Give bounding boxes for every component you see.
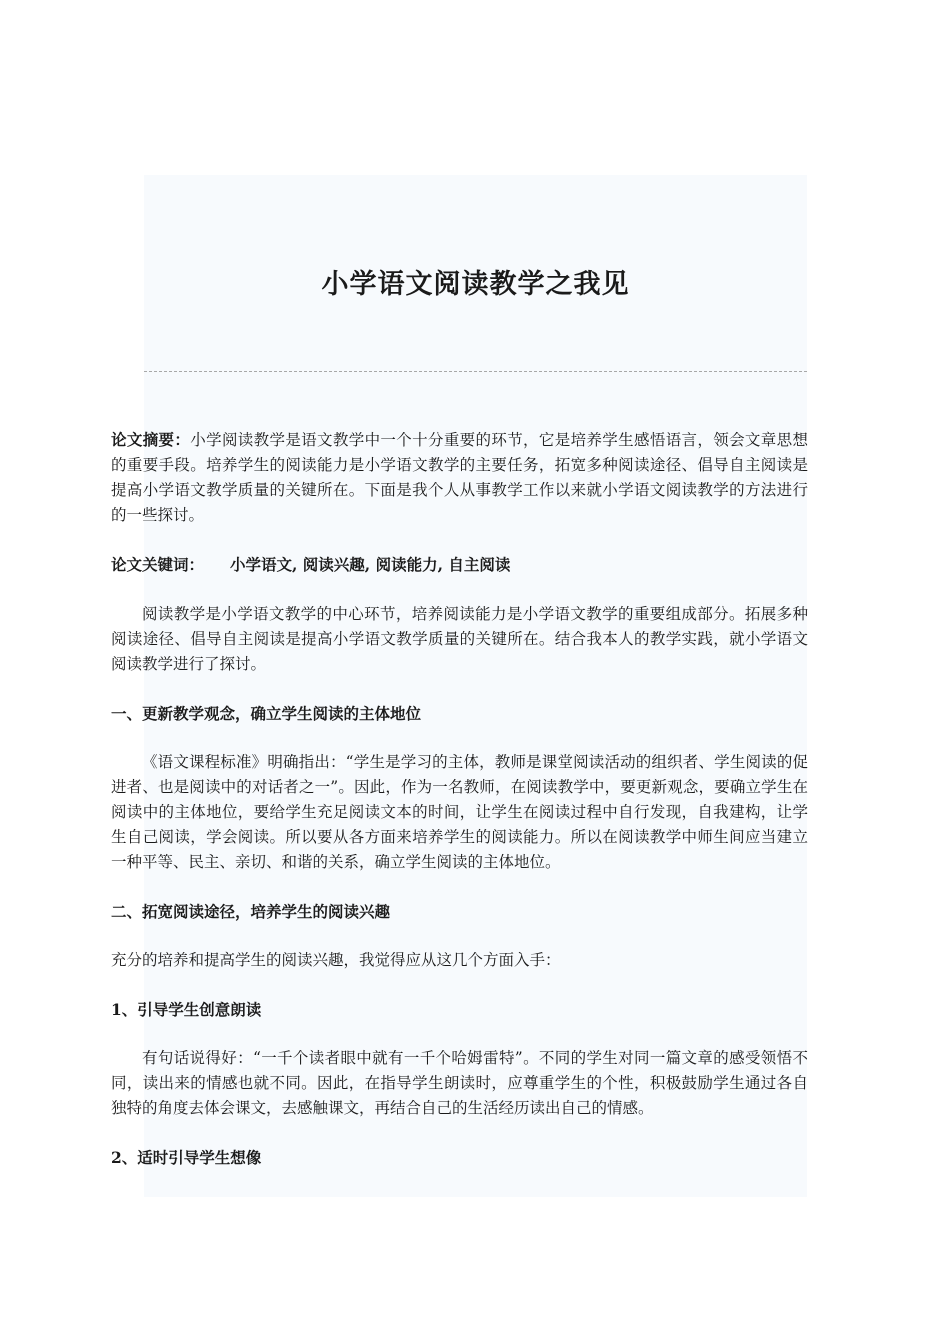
keywords-paragraph bbox=[111, 552, 808, 578]
abstract-text: 小学阅读教学是语文教学中一个十分重要的环节，它是培养学生感悟语言，领会文章思想的重要手段。培养学生的阅读能力是小学语文教学的主要任务，拓宽多种阅读途径、倡导自主阅读是提高小学语文教学质量的关键所在。下面是我个人从事教学工作以来就小学语文阅读教学的方法进行的一些探讨。 bbox=[111, 431, 808, 524]
section2-heading: 二、拓宽阅读途径，培养学生的阅读兴趣 bbox=[111, 902, 391, 921]
abstract-paragraph bbox=[111, 427, 808, 528]
subsection1-heading: 1、引导学生创意朗读 bbox=[111, 1000, 262, 1019]
abstract-label: 论文摘要： bbox=[111, 430, 191, 449]
keywords-values: 小学语文, 阅读兴趣, 阅读能力, 自主阅读 bbox=[230, 555, 511, 574]
section2-paragraph: 充分的培养和提高学生的阅读兴趣，我觉得应从这几个方面入手： bbox=[111, 951, 561, 969]
title-divider bbox=[144, 371, 807, 372]
document-title: 小学语文阅读教学之我见 bbox=[321, 269, 630, 300]
intro-paragraph: 阅读教学是小学语文教学的中心环节，培养阅读能力是小学语文教学的重要组成部分。拓展多种阅读途径、倡导自主阅读是提高小学语文教学质量的关键所在。结合我本人的教学实践，就小学语文阅读教学进行了探讨。 bbox=[111, 605, 808, 673]
keywords-label: 论文关键词： bbox=[111, 555, 205, 574]
section1-heading: 一、更新教学观念，确立学生阅读的主体地位 bbox=[111, 704, 422, 723]
document-body bbox=[111, 427, 808, 1194]
subsection2-heading: 2、适时引导学生想像 bbox=[111, 1148, 262, 1167]
section1-paragraph: 《语文课程标准》明确指出：“学生是学习的主体，教师是课堂阅读活动的组织者、学生阅读的促进者、也是阅读中的对话者之一”。因此，作为一名教师，在阅读教学中，要更新观念，要确立学生在阅读中的主体地位，要给学生充足阅读文本的时间，让学生在阅读过程中自行发现，自我建构，让学生自己阅读，学会阅读。所以要从各方面来培养学生的阅读能力。所以在阅读教学中师生间应当建立一种平等、民主、亲切、和谐的关系，确立学生阅读的主体地位。 bbox=[111, 753, 808, 871]
subsection1-paragraph: 有句话说得好：“一千个读者眼中就有一千个哈姆雷特”。不同的学生对同一篇文章的感受领悟不同，读出来的情感也就不同。因此，在指导学生朗读时，应尊重学生的个性，积极鼓励学生通过各自独特的角度去体会课文，去感触课文，再结合自己的生活经历读出自己的情感。 bbox=[111, 1049, 808, 1117]
